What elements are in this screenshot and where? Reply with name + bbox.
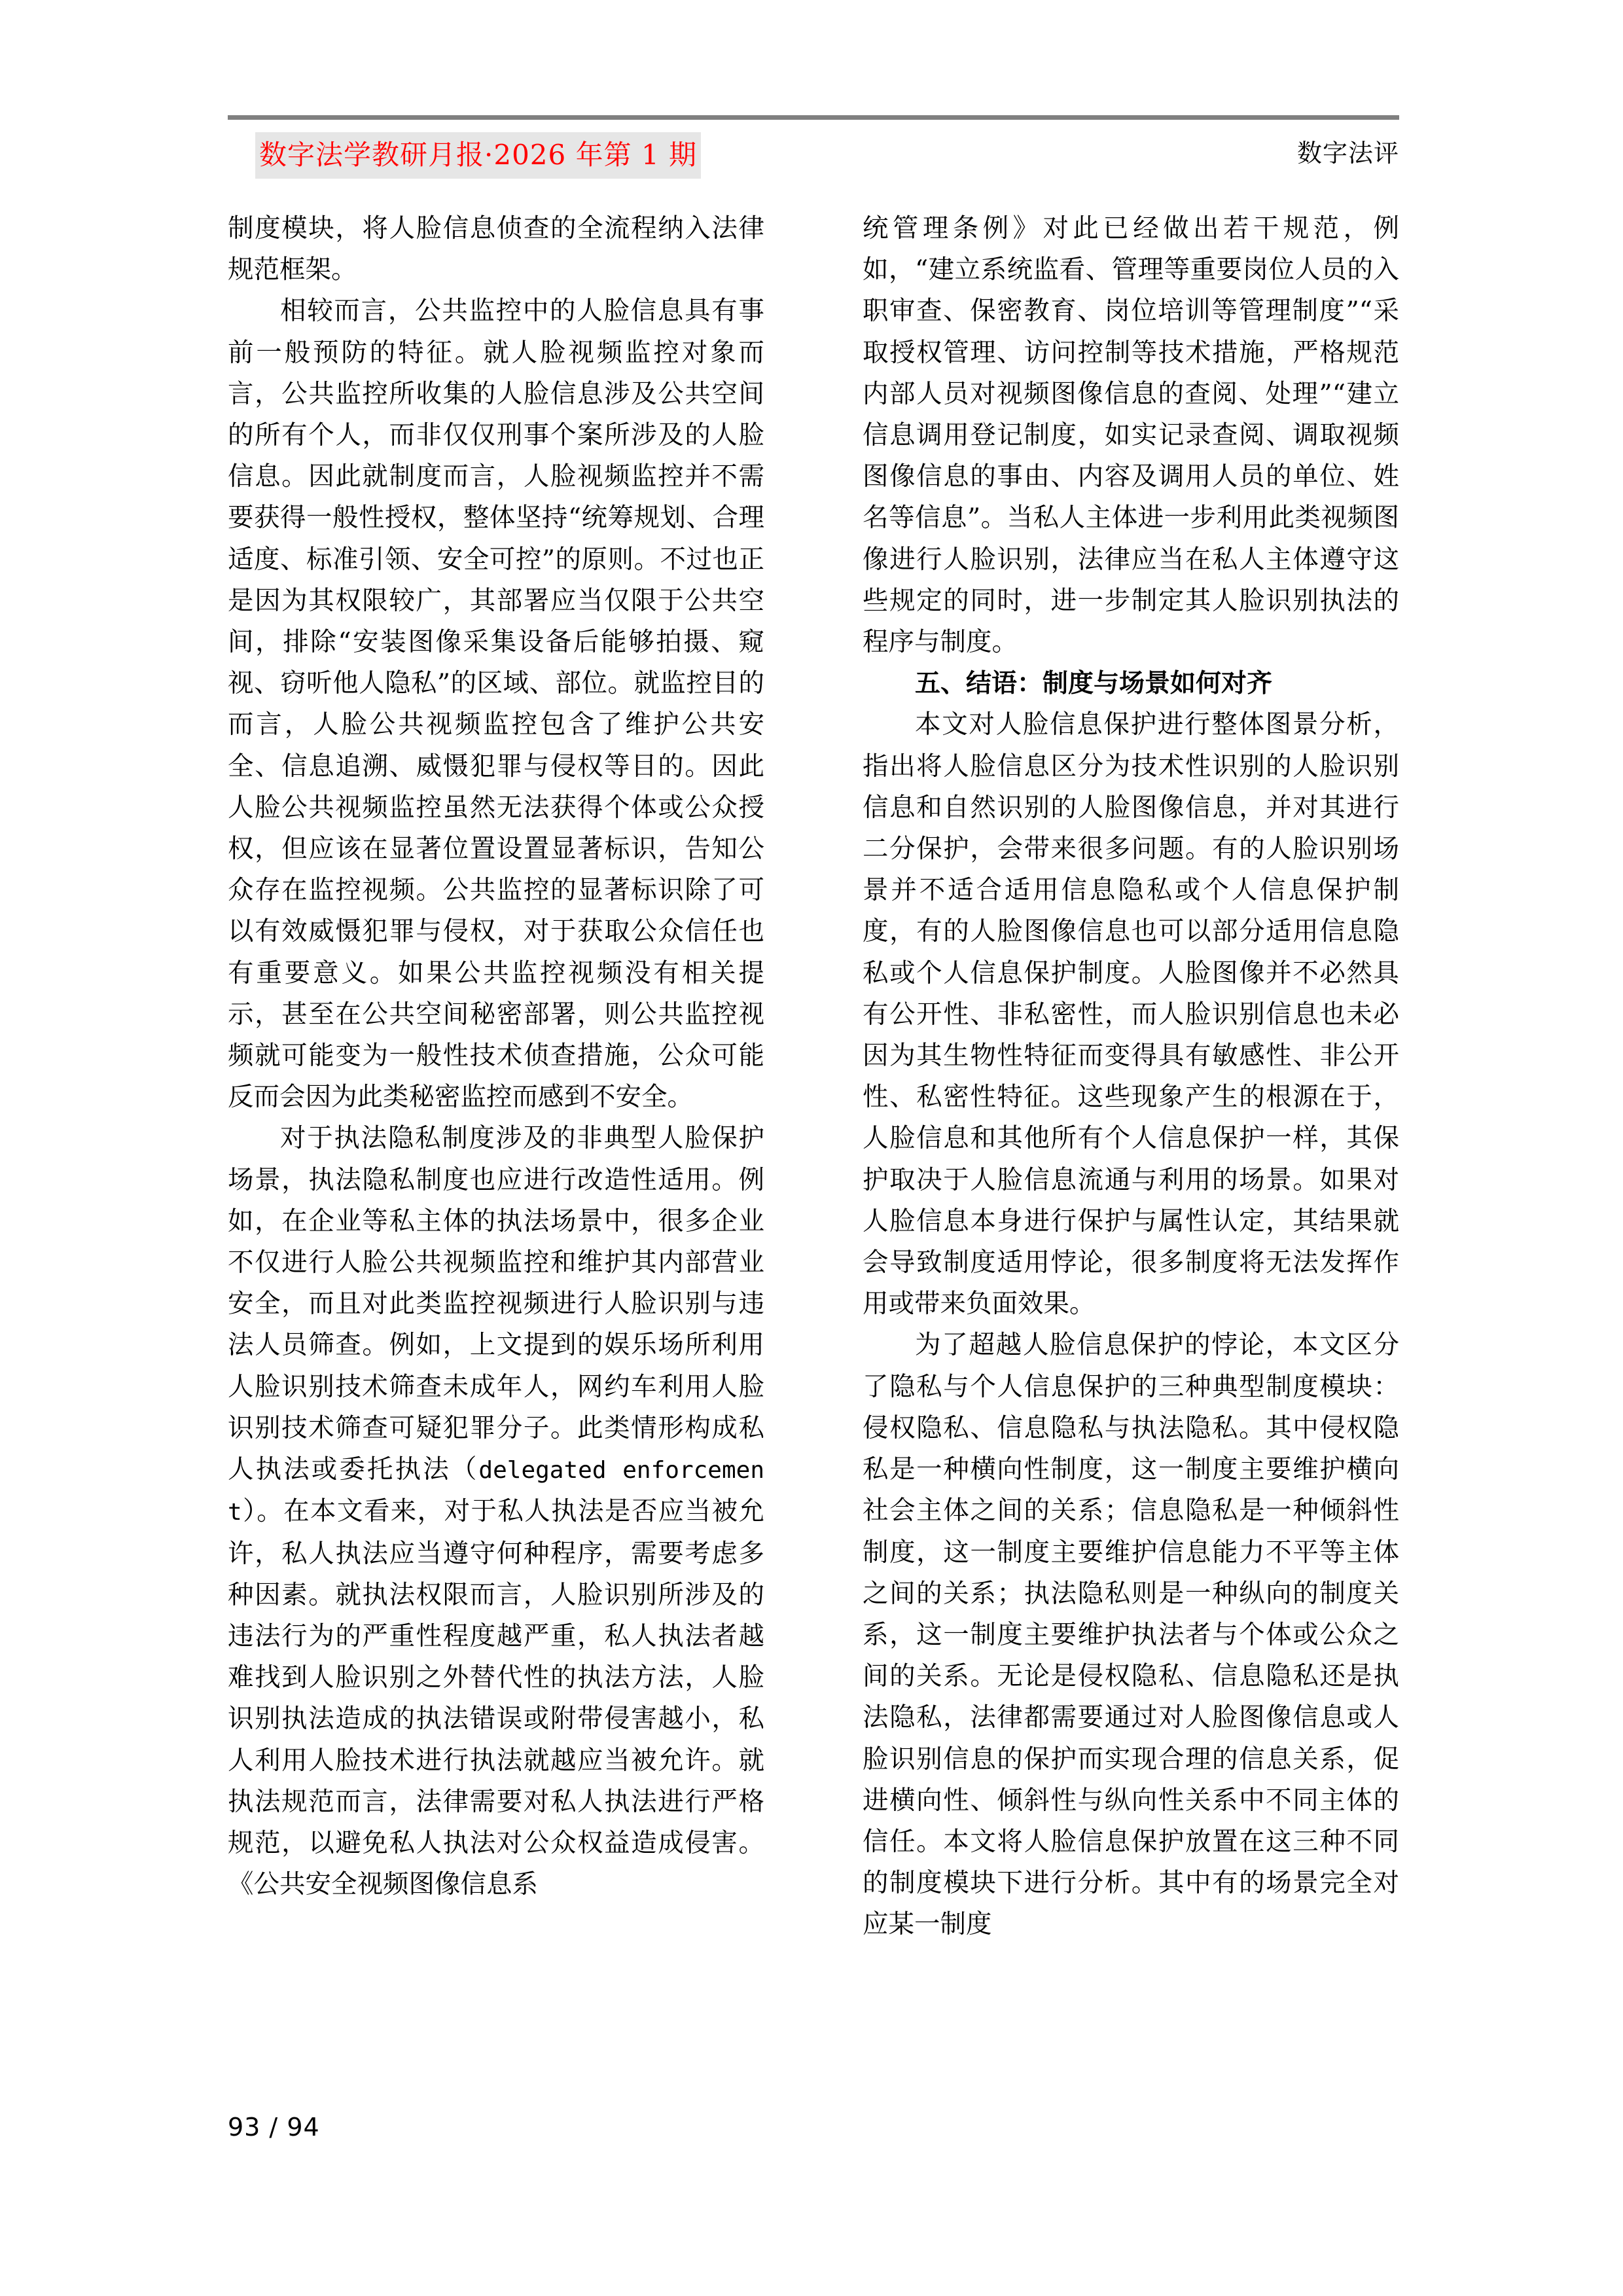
paragraph: 相较而言，公共监控中的人脸信息具有事前一般预防的特征。就人脸视频监控对象而言，公共监控所收集的人脸信息涉及公共空间的所有个人，而非仅仅刑事个案所涉及的人脸信息。因此就制度而言，人脸视频监控并不需要获得一般性授权，整体坚持“统筹规划、合理适度、标准引领、安全可控”的原则。不过也正是因为其权限较广，其部署应当仅限于公共空间，排除“安装图像采集设备后能够拍摄、窥视、窃听他人隐私”的区域、部位。就监控目的而言，人脸公共视频监控包含了维护公共安全、信息追溯、威慑犯罪与侵权等目的。因此人脸公共视频监控虽然无法获得个体或公众授权，但应该在显著位置设置显著标识，告知公众存在监控视频。公共监控的显著标识除了可以有效威慑犯罪与侵权，对于获取公众信任也有重要意义。如果公共监控视频没有相关提示，甚至在公共空间秘密部署，则公共监控视频就可能变为一般性技术侦查措施，公众可能反而会因为此类秘密监控而感到不安全。	[228, 296, 764, 1113]
paragraph: 为了超越人脸信息保护的悖论，本文区分了隐私与个人信息保护的三种典型制度模块：侵权隐私、信息隐私与执法隐私。其中侵权隐私是一种横向性制度，这一制度主要维护横向社会主体之间的关系；信息隐私是一种倾斜性制度，这一制度主要维护信息能力不平等主体之间的关系；执法隐私则是一种纵向的制度关系，这一制度主要维护执法者与个体或公众之间的关系。无论是侵权隐私、信息隐私还是执法隐私，法律都需要通过对人脸图像信息或人脸识别信息的保护而实现合理的信息关系，促进横向性、倾斜性与纵向性关系中不同主体的信任。本文将人脸信息保护放置在这三种不同的制度模块下进行分析。其中有的场景完全对应某一制度	[863, 1330, 1399, 1940]
paragraph	[228, 1118, 764, 1905]
paragraph: 统管理条例》对此已经做出若干规范，例如，“建立系统监看、管理等重要岗位人员的入职审查、保密教育、岗位培训等管理制度”“采取授权管理、访问控制等技术措施，严格规范内部人员对视频图像信息的查阅、处理”“建立信息调用登记制度，如实记录查阅、调取视频图像信息的事由、内容及调用人员的单位、姓名等信息”。当私人主体进一步利用此类视频图像进行人脸识别，法律应当在私人主体遵守这些规定的同时，进一步制定其人脸识别执法的程序与制度。	[863, 213, 1399, 658]
two-column-body	[228, 208, 1399, 2060]
journal-title: 数字法学教研月报·2026 年第 1 期	[255, 132, 701, 179]
section-heading: 五、结语：制度与场景如何对齐	[915, 669, 1273, 699]
header-rule	[228, 115, 1399, 120]
paragraph-text-before-term: 对于执法隐私制度涉及的非典型人脸保护场景，执法隐私制度也应进行改造性适用。例如，在企业等私主体的执法场景中，很多企业不仅进行人脸公共视频监控和维护其内部营业安全，而且对此类监控视频进行人脸识别与违法人员筛查。例如，上文提到的娱乐场所利用人脸识别技术筛查未成年人，网约车利用人脸识别技术筛查可疑犯罪分子。此类情形构成私人执法或委托执法（	[228, 1123, 764, 1485]
running-head	[228, 115, 1399, 187]
right-column	[863, 208, 1399, 2060]
left-column	[228, 208, 764, 2060]
page-number: 93 / 94	[228, 2113, 320, 2142]
publication-name: 数字法评	[1296, 139, 1399, 168]
english-term: delegated enforcement	[228, 1457, 764, 1526]
paragraph: 本文对人脸信息保护进行整体图景分析，指出将人脸信息区分为技术性识别的人脸识别信息和自然识别的人脸图像信息，并对其进行二分保护，会带来很多问题。有的人脸识别场景并不适合适用信息隐私或个人信息保护制度，有的人脸图像信息也可以部分适用信息隐私或个人信息保护制度。人脸图像并不必然具有公开性、非私密性，而人脸识别信息也未必因为其生物性特征而变得具有敏感性、非公开性、私密性特征。这些现象产生的根源在于，人脸信息和其他所有个人信息保护一样，其保护取决于人脸信息流通与利用的场景。如果对人脸信息本身进行保护与属性认定，其结果就会导致制度适用悖论，很多制度将无法发挥作用或带来负面效果。	[863, 709, 1399, 1319]
page-footer	[228, 2113, 1399, 2142]
paragraph: 制度模块，将人脸信息侦查的全流程纳入法律规范框架。	[228, 213, 764, 285]
paragraph-text-after-term: ）。在本文看来，对于私人执法是否应当被允许，私人执法应当遵守何种程序，需要考虑多种因素。就执法权限而言，人脸识别所涉及的违法行为的严重性程度越严重，私人执法者越难找到人脸识别之外替代性的执法方法，人脸识别执法造成的执法错误或附带侵害越小，私人利用人脸技术进行执法就越应当被允许。就执法规范而言，法律需要对私人执法进行严格规范，以避免私人执法对公众权益造成侵害。《公共安全视频图像信息系	[228, 1496, 764, 1900]
